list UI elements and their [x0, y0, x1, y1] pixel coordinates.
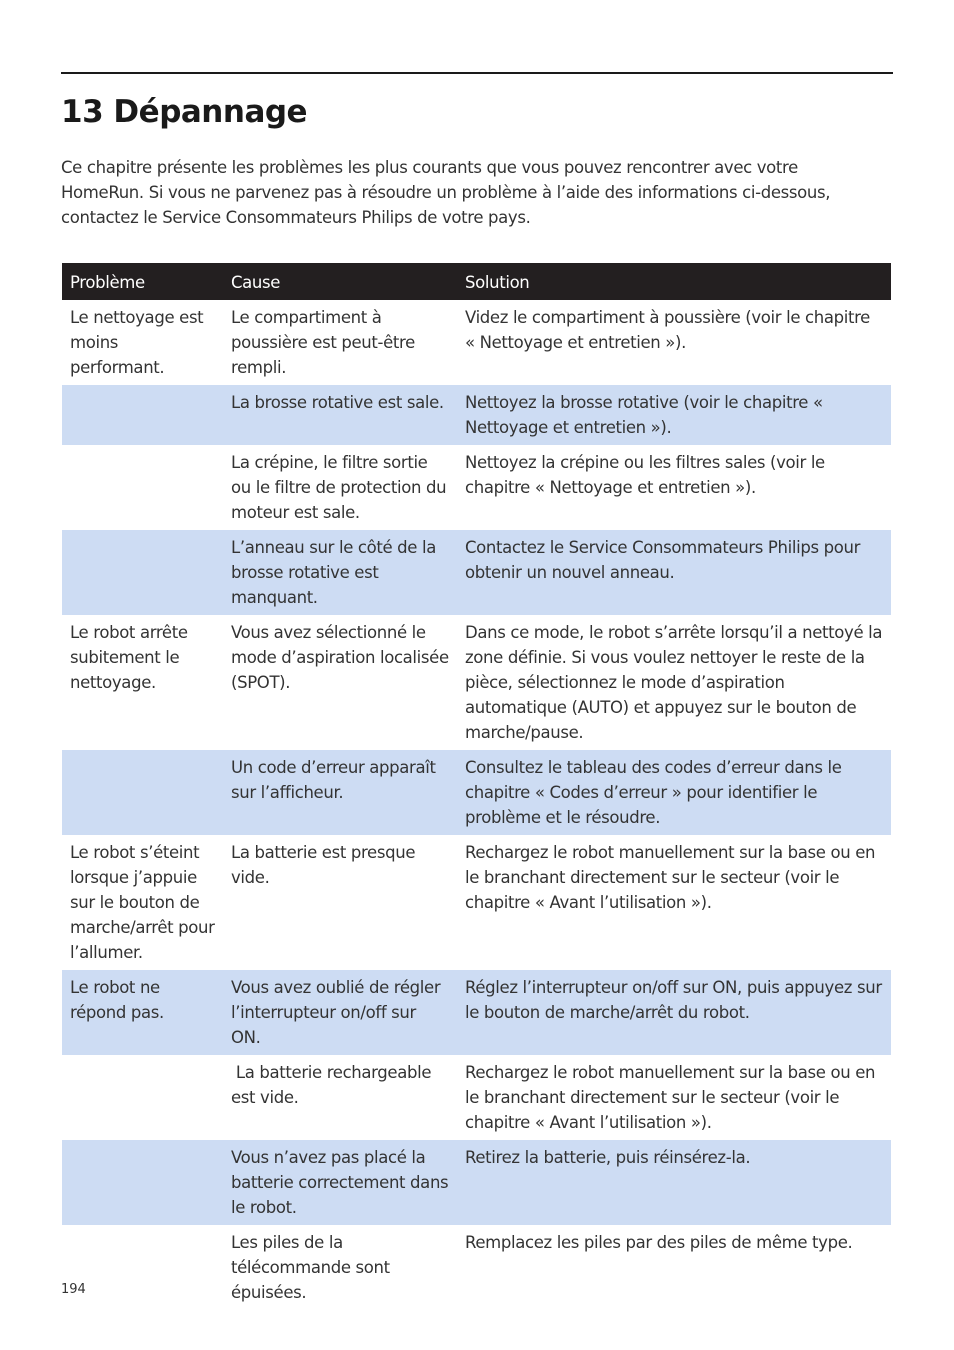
solution-cell: Réglez l’interrupteur on/off sur ON, puis appuyez sur le bouton de marche/arrêt du robot. [457, 970, 891, 1055]
cause-cell: Les piles de la télécommande sont épuisées. [231, 1233, 390, 1302]
cause-cell: Un code d’erreur apparaît sur l’afficheur. [223, 750, 457, 835]
problem-cell: Le robot ne répond pas. [62, 970, 223, 1055]
table-row [62, 1225, 891, 1310]
solution-cell: Nettoyez la crépine ou les filtres sales (voir le chapitre « Nettoyage et entretien »). [465, 453, 825, 497]
table-row [62, 615, 891, 750]
table-row [62, 300, 891, 385]
solution-cell: Rechargez le robot manuellement sur la base ou en le branchant directement sur le secteur (voir le chapitre « Avant l’utilisation »). [465, 843, 876, 912]
chapter-intro: Ce chapitre présente les problèmes les plus courants que vous pouvez rencontrer avec votre HomeRun. Si vous ne parvenez pas à résoudre un problème à l’aide des informations ci-dessous, contactez le Service Consommateurs Philips de votre pays. [61, 158, 831, 227]
solution-cell: Dans ce mode, le robot s’arrête lorsqu’il a nettoyé la zone définie. Si vous voulez nettoyer le reste de la pièce, sélectionnez le mode d’aspiration automatique (AUTO) et appuyez sur le bouton de marche/pause. [465, 623, 883, 742]
solution-cell: Videz le compartiment à poussière (voir le chapitre « Nettoyage et entretien »). [465, 308, 870, 352]
table-row [62, 970, 891, 1055]
column-header-cause: Cause [223, 263, 457, 300]
problem-cell [62, 530, 223, 615]
cause-cell: La brosse rotative est sale. [223, 385, 457, 445]
cause-cell: La batterie rechargeable est vide. [231, 1063, 437, 1107]
cause-cell: Vous avez oublié de régler l’interrupteur on/off sur ON. [223, 970, 457, 1055]
problem-cell: Le nettoyage est moins performant. [70, 308, 204, 377]
cause-cell: La batterie est presque vide. [231, 843, 416, 887]
solution-cell: Remplacez les piles par des piles de même type. [465, 1233, 853, 1252]
column-header-solution: Solution [457, 263, 891, 300]
table-row [62, 445, 891, 530]
solution-cell: Rechargez le robot manuellement sur la base ou en le branchant directement sur le secteur (voir le chapitre « Avant l’utilisation »). [465, 1063, 876, 1132]
table-row [62, 835, 891, 970]
table-row [62, 530, 891, 615]
page-number: 194 [61, 1282, 86, 1297]
solution-cell: Nettoyez la brosse rotative (voir le chapitre « Nettoyage et entretien »). [457, 385, 891, 445]
troubleshooting-table [62, 263, 891, 1310]
table-header [62, 263, 891, 300]
problem-cell: Le robot arrête subitement le nettoyage. [70, 623, 188, 692]
table-row [62, 385, 891, 445]
table-row [62, 1055, 891, 1140]
cause-cell: Vous avez sélectionné le mode d’aspiration localisée (SPOT). [231, 623, 449, 692]
problem-cell [62, 1055, 223, 1140]
problem-cell [62, 750, 223, 835]
column-header-problem: Problème [62, 263, 223, 300]
problem-cell: Le robot s’éteint lorsque j’appuie sur le bouton de marche/arrêt pour l’allumer. [70, 843, 215, 962]
cause-cell: L’anneau sur le côté de la brosse rotative est manquant. [223, 530, 457, 615]
chapter-title: 13 Dépannage [61, 94, 308, 130]
table-row [62, 1140, 891, 1225]
problem-cell [62, 1140, 223, 1225]
solution-cell: Contactez le Service Consommateurs Philips pour obtenir un nouvel anneau. [457, 530, 891, 615]
problem-cell [62, 385, 223, 445]
table-row [62, 750, 891, 835]
problem-cell [62, 1225, 223, 1310]
top-rule [61, 72, 893, 74]
cause-cell: Vous n’avez pas placé la batterie correctement dans le robot. [223, 1140, 457, 1225]
cause-cell: La crépine, le filtre sortie ou le filtre de protection du moteur est sale. [231, 453, 447, 522]
problem-cell [62, 445, 223, 530]
solution-cell: Retirez la batterie, puis réinsérez-la. [457, 1140, 891, 1225]
cause-cell: Le compartiment à poussière est peut-être rempli. [231, 308, 415, 377]
solution-cell: Consultez le tableau des codes d’erreur dans le chapitre « Codes d’erreur » pour identifier le problème et le résoudre. [457, 750, 891, 835]
